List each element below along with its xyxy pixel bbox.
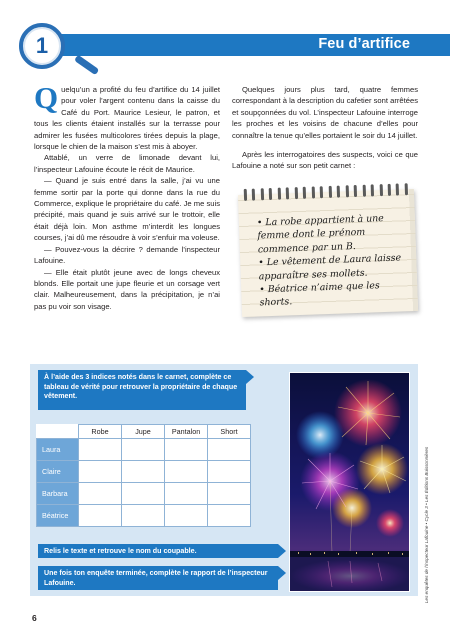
credit-line: Les enquêtes de l’inspecteur Lafouine • Cycle 3 • Les Éditions Buissonnières: [424, 446, 429, 603]
chapter-number: 1: [35, 33, 49, 58]
clue-item: • Le vêtement de Laura laisse apparaître ses mollets.: [258, 252, 402, 283]
story-paragraph: Après les interrogatoires des suspects, voici ce que Lafouine a noté sur son petit carnet :: [232, 150, 418, 171]
magnifier-handle: [74, 55, 99, 76]
table-header-row: [37, 425, 251, 439]
row-header: Barbara: [37, 483, 79, 505]
row-header: Claire: [37, 461, 79, 483]
table-cell[interactable]: [79, 461, 122, 483]
clue-item: • Béatrice n’aime que les shorts.: [259, 280, 380, 309]
story-paragraph: Quelques jours plus tard, quatre femmes correspondant à la description du cafetier sont arrêtées et soupçonnées du vol. L’inspecteur Lafouine interroge les proches et les voisins de chacune d’elles pour connaître la tenue qu’elles portaient le soir du 14 juillet.: [232, 85, 418, 140]
notepad-spiral: [244, 183, 408, 201]
instruction-banner: À l’aide des 3 indices notés dans le carnet, complète ce tableau de vérité pour retrouver la propriétaire de chaque vêtement.: [38, 370, 246, 410]
instruction-banner: Une fois ton enquête terminée, complète le rapport de l’inspecteur Lafouine.: [38, 566, 278, 590]
table-cell[interactable]: [208, 461, 251, 483]
story-paragraph: Quelqu’un a profité du feu d’artifice du 14 juillet pour voler l’argent contenu dans la caisse du Café du Port. Maurice Lesieur, le patron, et tous les clients étaient installés sur la terrasse pour admirer les fusées multicolores tirées depuis la plage, lorsque le chien de la maison s’est mis à aboyer.: [34, 80, 220, 152]
truth-table: [36, 424, 251, 527]
story-paragraph: — Quand je suis entré dans la salle, j’ai vu une femme sortir par la porte qui donne dans la rue du Commerce, explique le propriétaire du café. Je me suis précipité, mais quand je suis arrivé sur le trottoir, elle était déjà loin. Mon asthme m’interdit les longues courses, j’ai dû me résoudre à voir s’enfuir ma voleuse.: [34, 176, 220, 243]
row-header: Laura: [37, 439, 79, 461]
table-cell[interactable]: [165, 505, 208, 527]
table-cell[interactable]: [208, 439, 251, 461]
table-cell[interactable]: [165, 461, 208, 483]
story-right-column: [232, 84, 418, 172]
story-left-column: [34, 80, 220, 312]
page-number: 6: [32, 613, 37, 623]
story-paragraph: Attablé, un verre de limonade devant lui, l’inspecteur Lafouine écoute le récit de Maurice.: [34, 153, 220, 174]
story-paragraph: — Elle était plutôt jeune avec de longs cheveux blonds. Elle portait une jupe fleurie et un corsage vert clair. Malheureusement, dans la précipitation, je n’ai pas pu voir son visage.: [34, 267, 220, 311]
column-header: Pantalon: [165, 425, 208, 439]
table-cell[interactable]: [208, 483, 251, 505]
column-header: Jupe: [122, 425, 165, 439]
table-cell[interactable]: [165, 483, 208, 505]
table-cell[interactable]: [122, 461, 165, 483]
table-cell[interactable]: [79, 439, 122, 461]
table-row: [37, 461, 251, 483]
table-cell[interactable]: [165, 439, 208, 461]
table-row: [37, 505, 251, 527]
table-corner: [37, 425, 79, 439]
column-header: Short: [208, 425, 251, 439]
magnifier-icon: [19, 23, 65, 69]
drop-cap: Q: [34, 80, 59, 115]
clue-item: • La robe appartient à une femme dont le prénom commence par un B.: [256, 213, 384, 256]
clue-list: [257, 211, 412, 310]
table-cell[interactable]: [79, 505, 122, 527]
table-row: [37, 439, 251, 461]
page-title: Feu d’artifice: [318, 36, 410, 52]
column-header: Robe: [79, 425, 122, 439]
table-cell[interactable]: [122, 483, 165, 505]
table-cell[interactable]: [122, 505, 165, 527]
table-row: [37, 483, 251, 505]
notepad: [238, 189, 418, 317]
table-cell[interactable]: [208, 505, 251, 527]
story-paragraph: — Pouvez-vous la décrire ? demande l’inspecteur Lafouine.: [34, 244, 220, 266]
fireworks-photo: [289, 372, 410, 592]
table-cell[interactable]: [122, 439, 165, 461]
instruction-banner: Relis le texte et retrouve le nom du coupable.: [38, 544, 278, 558]
table-cell[interactable]: [79, 483, 122, 505]
row-header: Béatrice: [37, 505, 79, 527]
